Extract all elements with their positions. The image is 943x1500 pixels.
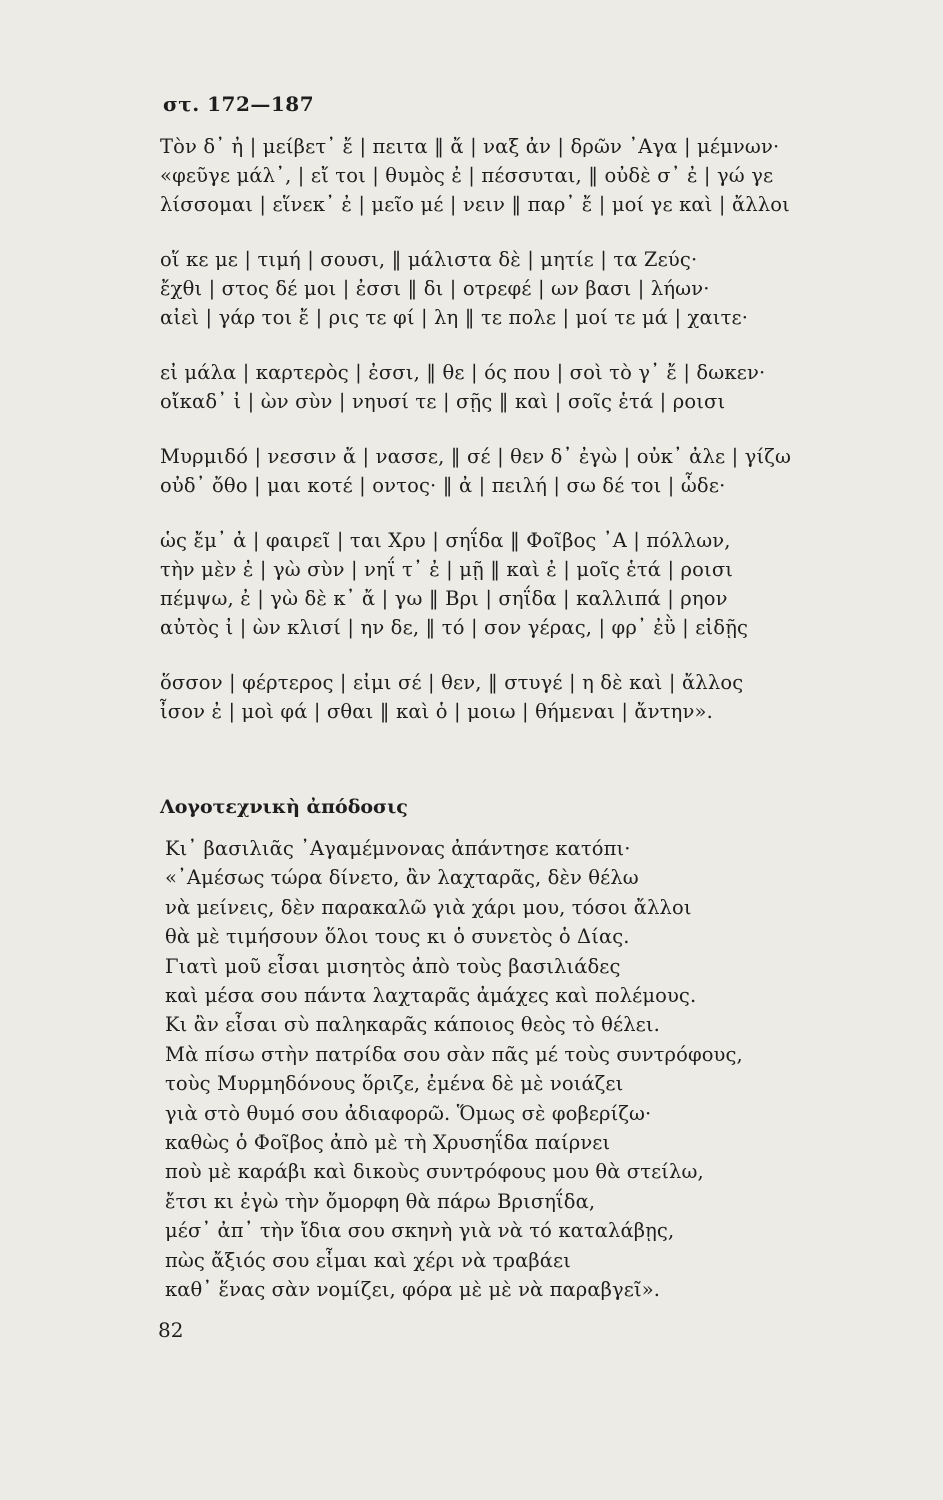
scansion-stanza: [160, 132, 943, 219]
translation-line: Κι ἂν εἶσαι σὺ παληκαρᾶς κάποιος θεὸς τὸ θέλει.: [165, 1013, 660, 1037]
translation-line: ἔτσι κι ἐγὼ τὴν ὄμορφη θὰ πάρω Βρισηΐδα,: [165, 1189, 596, 1213]
scansion-stanza: [160, 442, 943, 500]
scansion-line: οἵ κε με | τιμή | σουσι, ‖ μάλιστα δὲ | μητίε | τα Ζεύς·: [160, 248, 698, 271]
scansion-line: λίσσομαι | εἵνεκ᾽ ἐ | μεῖο μέ | νειν ‖ παρ᾽ ἔ | μοί γε καὶ | ἄλλοι: [160, 193, 790, 216]
translation-line: μέσ᾽ ἀπ᾽ τὴν ἴδια σου σκηνὴ γιὰ νὰ τό καταλάβῃς,: [165, 1219, 675, 1243]
scansion-line: αἰεὶ | γάρ τοι ἔ | ρις τε φί | λη ‖ τε πολε | μοί τε μά | χαιτε·: [160, 306, 749, 329]
translation-line: ποὺ μὲ καράβι καὶ δικοὺς συντρόφους μου θὰ στείλω,: [165, 1160, 704, 1184]
scansion-line: τὴν μὲν ἐ | γὼ σὺν | νηΐ τ᾽ ἐ | μῇ ‖ καὶ ἐ | μοῖς ἑτά | ροισι: [160, 558, 734, 581]
scansion-line: εἰ μάλα | καρτερὸς | ἐσσι, ‖ θε | ός που | σοὶ τὸ γ᾽ ἔ | δωκεν·: [160, 361, 766, 384]
scansion-line: Μυρμιδό | νεσσιν ἄ | νασσε, ‖ σέ | θεν δ᾽ ἐγὼ | οὐκ᾽ ἀλε | γίζω: [160, 445, 792, 468]
scansion-line: Τὸν δ᾽ ἠ | μείβετ᾽ ἔ | πειτα ‖ ἄ | ναξ ἀν | δρῶν ᾽Αγα | μέμνων·: [160, 135, 780, 158]
translation-line: τοὺς Μυρμηδόνους ὅριζε, ἐμένα δὲ μὲ νοιάζει: [165, 1072, 624, 1096]
scansion-stanza: [160, 668, 943, 726]
translation-line: Μὰ πίσω στὴν πατρίδα σου σὰν πᾶς μέ τοὺς συντρόφους,: [165, 1042, 743, 1066]
scansion-line: οἴκαδ᾽ ἰ | ὼν σὺν | νηυσί τε | σῇς ‖ καὶ | σοῖς ἑτά | ροισι: [160, 390, 726, 413]
scansion-stanza: [160, 526, 943, 642]
scansion-stanza: [160, 245, 943, 332]
translation-line: πὼς ἄξιός σου εἶμαι καὶ χέρι νὰ τραβάει: [165, 1248, 571, 1272]
translation-line: «᾽Αμέσως τώρα δίνετο, ἂν λαχταρᾶς, δὲν θέλω: [165, 866, 639, 890]
translation-line: θὰ μὲ τιμήσουν ὅλοι τους κι ὁ συνετὸς ὁ Δίας.: [165, 925, 630, 949]
scansion-line: ὡς ἔμ᾽ ἀ | φαιρεῖ | ται Χρυ | σηΐδα ‖ Φοῖβος ᾽Α | πόλλων,: [160, 529, 731, 552]
scansion-line: πέμψω, ἐ | γὼ δὲ κ᾽ ἄ | γω ‖ Βρι | σηΐδα | καλλιπά | ρηον: [160, 587, 728, 610]
page-number: 82: [158, 1318, 184, 1342]
scansion-line: ὅσσον | φέρτερος | εἰμι σέ | θεν, ‖ στυγέ | η δὲ καὶ | ἄλλος: [160, 671, 744, 694]
scansion-stanza: [160, 358, 943, 416]
translation-line: νὰ μείνεις, δὲν παρακαλῶ γιὰ χάρι μου, τόσοι ἄλλοι: [165, 895, 692, 919]
scansion-line: ἶσον ἐ | μοὶ φά | σθαι ‖ καὶ ὁ | μοιω | θήμεναι | ἄντην».: [160, 700, 713, 723]
scansion-block: [160, 132, 943, 752]
translation-line: Γιατὶ μοῦ εἶσαι μισητὸς ἀπὸ τοὺς βασιλιάδες: [165, 954, 621, 978]
translation-line: γιὰ στὸ θυμό σου ἀδιαφορῶ. Ὅμως σὲ φοβερίζω·: [165, 1101, 652, 1125]
translation-line: Κι᾽ βασιλιᾶς ᾽Αγαμέμνονας ἀπάντησε κατόπι·: [165, 837, 631, 860]
translation-heading: Λογοτεχνικὴ ἀπόδοσις: [160, 796, 408, 818]
verse-range-header: στ. 172—187: [163, 92, 315, 116]
scansion-line: αὐτὸς ἰ | ὼν κλισί | ην δε, ‖ τό | σον γέρας, | φρ᾽ ἐῢ | εἰδῇς: [160, 616, 749, 639]
translation-line: καὶ μέσα σου πάντα λαχταρᾶς ἀμάχες καὶ πολέμους.: [165, 984, 697, 1008]
translation-block: [165, 834, 935, 1305]
translation-line: καθὼς ὁ Φοῖβος ἀπὸ μὲ τὴ Χρυσηΐδα παίρνει: [165, 1131, 611, 1155]
translation-line: καθ᾽ ἕνας σὰν νομίζει, φόρα μὲ μὲ νὰ παραβγεῖ».: [165, 1278, 661, 1302]
scansion-line: ἔχθι | στος δέ μοι | ἐσσι ‖ δι | οτρεφέ | ων βασι | λήων·: [160, 277, 710, 300]
scansion-line: «φεῦγε μάλ᾽, | εἴ τοι | θυμὸς ἐ | πέσσυται, ‖ οὐδὲ σ᾽ ἐ | γώ γε: [160, 164, 774, 187]
scansion-line: οὐδ᾽ ὄθο | μαι κοτέ | οντος· ‖ ἀ | πειλή | σω δέ τοι | ὧδε·: [160, 474, 726, 497]
